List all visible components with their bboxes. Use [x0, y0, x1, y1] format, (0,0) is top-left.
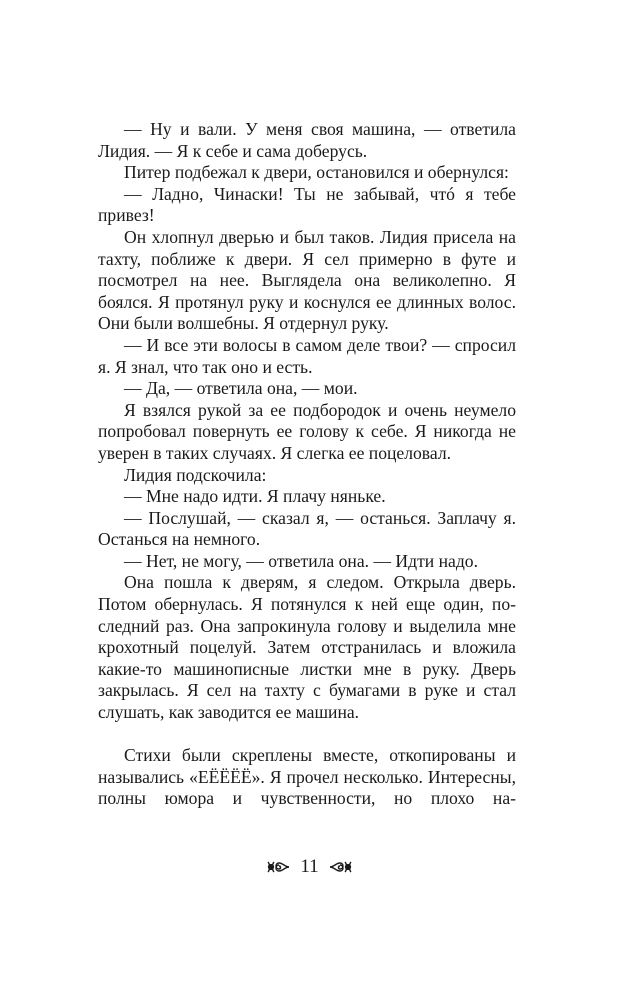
page-text [98, 119, 516, 810]
paragraph: — Ну и вали. У меня своя машина, — ответила Лидия. — Я к себе и сама доберусь. [98, 119, 516, 161]
paragraph: Лидия подскочила: [124, 464, 267, 485]
paragraph: Я взялся рукой за ее подбородок и очень неумело попробовал повернуть ее голову к себе. Я никогда не уверен в таких случаях. Я слегка ее поцеловал. [98, 399, 516, 463]
paragraph: Стихи были скреплены вместе, откопированы и назывались «ЕЁЁЁЁ». Я прочел несколько. Интересны, полны юмора и чувственности, но плохо на- [98, 745, 516, 809]
paragraph: Он хлопнул дверью и был таков. Лидия присела на тахту, поближе к двери. Я сел примерно в футе и посмотрел на нее. Выглядела она великолепно. Я боялся. Я протянул руку и коснулся ее длинных волос. Они были волшебны. Я отдернул руку. [98, 226, 516, 334]
left-ornament-icon [265, 857, 291, 877]
paragraph: — Послушай, — сказал я, — останься. Заплачу я. Останься на немного. [98, 507, 516, 550]
paragraph: — Нет, не могу, — ответила она. — Идти надо. [124, 550, 478, 571]
paragraph: Питер подбежал к двери, остановился и обернулся: [124, 162, 509, 183]
page-footer [0, 856, 619, 878]
paragraph: — Да, — ответила она, — мои. [124, 378, 358, 399]
paragraph: — Мне надо идти. Я плачу няньке. [124, 486, 386, 507]
paragraph: — И все эти волосы в самом деле твои? — спросил я. Я знал, что так оно и есть. [98, 334, 516, 377]
paragraph: Она пошла к дверям, я следом. Открыла дверь. Потом обернулась. Я потянулся к ней еще один, последний раз. Она запрокинула голову и выделила мне крохотный поцелуй. Затем отстранилась и вложила какие-то машинописные листки мне в руку. Дверь закрылась. Я сел на тахту с бумагами в руке и стал слушать, как заводится ее машина. [98, 572, 516, 723]
right-ornament-icon [328, 857, 354, 877]
paragraph: — Ладно, Чинаски! Ты не забывай, чтó я тебе привез! [98, 183, 516, 226]
page-number: 11 [300, 856, 319, 877]
